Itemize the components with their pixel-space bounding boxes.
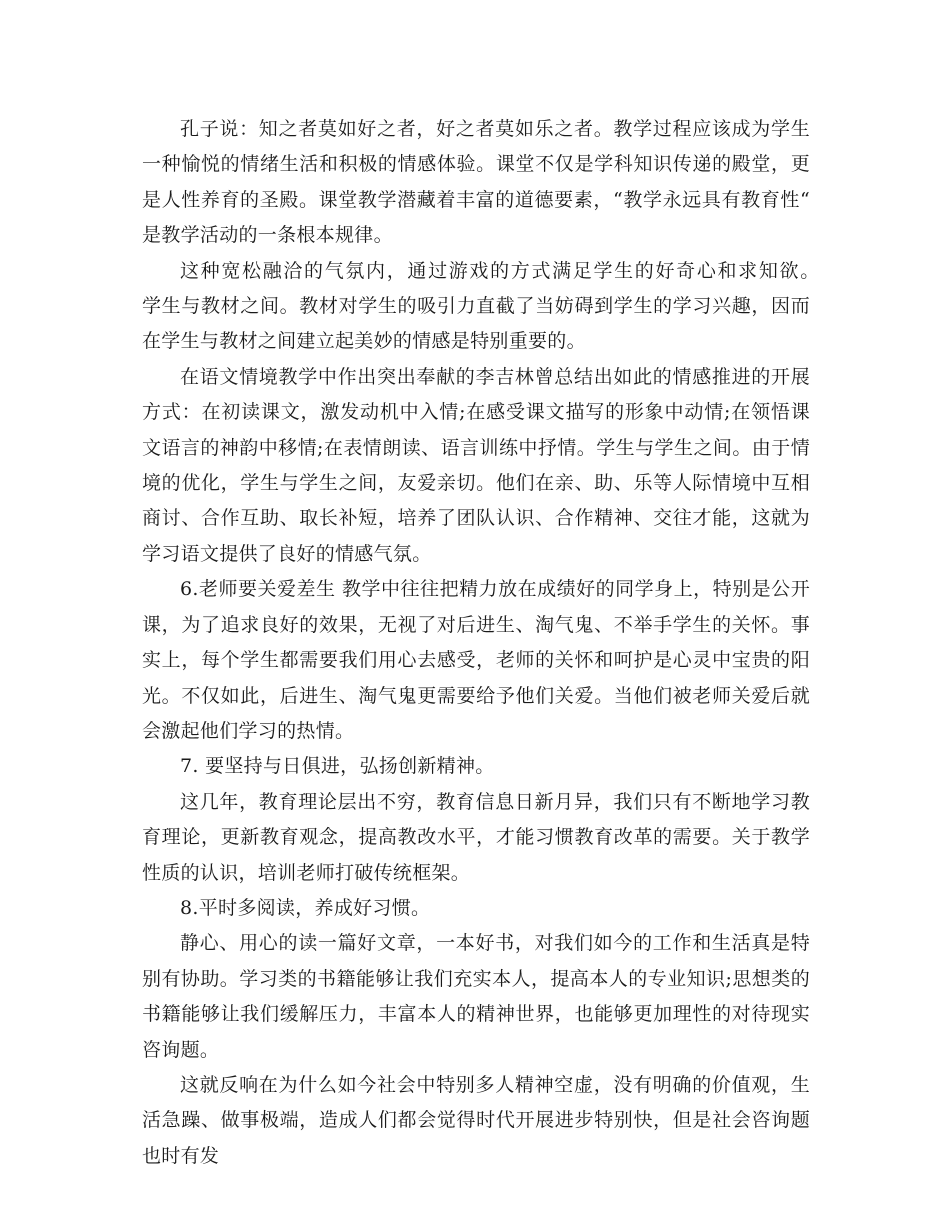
paragraph-6: 这几年，教育理论层出不穷，教育信息日新月异，我们只有不断地学习教育理论，更新教育观念，提高教改水平，才能习惯教育改革的需要。关于教学性质的认识，培训老师打破传统框架。 xyxy=(142,790,810,884)
paragraph-2: 这种宽松融洽的气氛内，通过游戏的方式满足学生的好奇心和求知欲。 学生与教材之间。教材对学生的吸引力直截了当妨碍到学生的学习兴趣，因而在学生与教材之间建立起美妙的情感是特别重要的。 xyxy=(142,259,849,353)
paragraph-5: 7. 要坚持与日俱进，弘扬创新精神。 xyxy=(180,755,495,778)
paragraph-1: 孔子说：知之者莫如好之者，好之者莫如乐之者。教学过程应该成为学生一种愉悦的情绪生活和积极的情感体验。课堂不仅是学科知识传递的殿堂，更是人性养育的圣殿。课堂教学潜藏着丰富的道德要素，“教学永远具有教育性“是教学活动的一条根本规律。 xyxy=(142,118,810,247)
paragraph-3: 在语文情境教学中作出突出奉献的李吉林曾总结出如此的情感推进的开展方式：在初读课文，激发动机中入情;在感受课文描写的形象中动情;在领悟课文语言的神韵中移情;在表情朗读、语言训练中抒情。学生与学生之间。由于情境的优化，学生与学生之间，友爱亲切。他们在亲、助、乐等人际情境中互相商讨、合作互助、取长补短，培养了团队认识、合作精神、交往才能，这就为学习语文提供了良好的情感气氛。 xyxy=(142,365,810,565)
document-body xyxy=(142,112,849,1174)
paragraph-8: 静心、用心的读一篇好文章，一本好书，对我们如今的工作和生活真是特别有协助。学习类的书籍能够让我们充实本人，提高本人的专业知识;思想类的书籍能够让我们缓解压力，丰富本人的精神世界，也能够更加理性的对待现实咨询题。 xyxy=(142,932,810,1061)
paragraph-9: 这就反响在为什么如今社会中特别多人精神空虚，没有明确的价值观，生活急躁、做事极端，造成人们都会觉得时代开展进步特别快，但是社会咨询题也时有发 xyxy=(142,1073,810,1167)
paragraph-4: 6.老师要关爱差生 教学中往往把精力放在成绩好的同学身上，特别是公开课，为了追求良好的效果，无视了对后进生、淘气鬼、不举手学生的关怀。事实上，每个学生都需要我们用心去感受，老师的关怀和呵护是心灵中宝贵的阳光。不仅如此，后进生、淘气鬼更需要给予他们关爱。当他们被老师关爱后就会激起他们学习的热情。 xyxy=(142,578,810,742)
paragraph-7: 8.平时多阅读，养成好习惯。 xyxy=(180,896,431,919)
